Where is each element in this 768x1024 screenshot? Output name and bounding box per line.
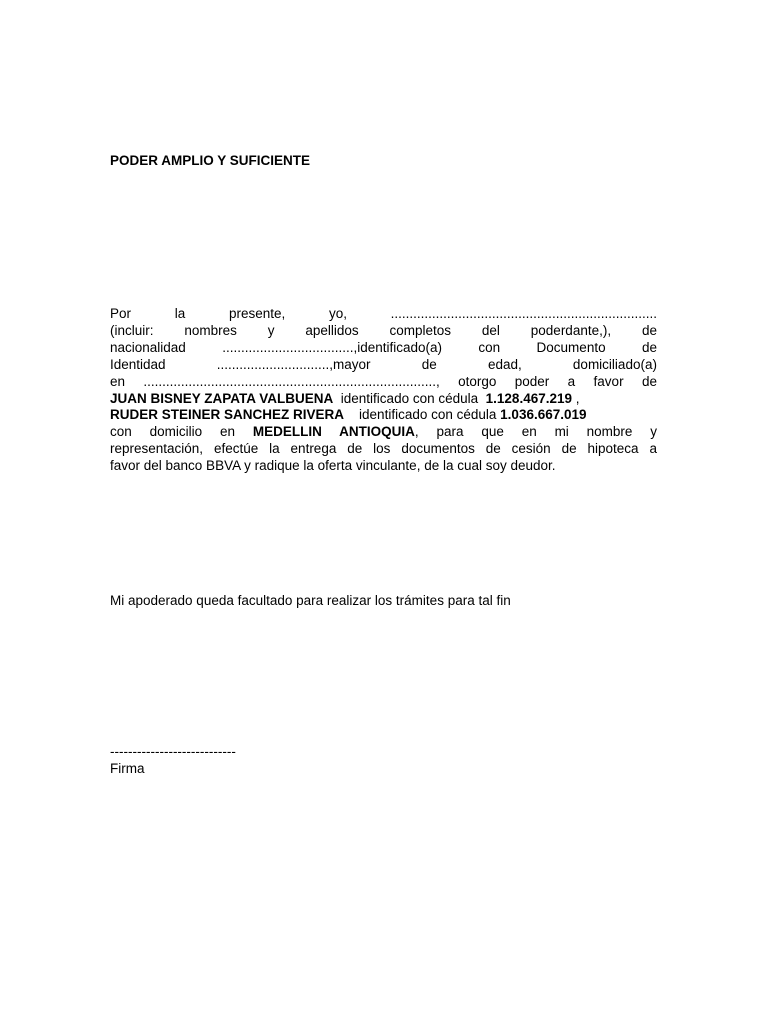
body-line-4 bbox=[110, 357, 657, 374]
word: de bbox=[641, 339, 657, 355]
body-line-2 bbox=[110, 323, 657, 340]
closing-statement: Mi apoderado queda facultado para realizar los trámites para tal fin bbox=[110, 593, 511, 608]
word: y bbox=[650, 424, 657, 440]
word: representación, bbox=[110, 441, 204, 457]
word: domiciliado(a) bbox=[572, 356, 657, 372]
body-line-9 bbox=[110, 441, 657, 458]
word: en bbox=[219, 424, 235, 440]
signature-line: ---------------------------- bbox=[110, 744, 236, 759]
word: presente, bbox=[228, 306, 286, 321]
body-line-8 bbox=[110, 424, 657, 441]
word: de bbox=[485, 441, 501, 457]
word: efectúe bbox=[213, 441, 259, 457]
word: con bbox=[110, 424, 132, 440]
body-line-1 bbox=[110, 306, 657, 323]
id-label: identificado con cédula bbox=[340, 390, 479, 406]
document-body-paragraph bbox=[110, 306, 657, 475]
word: Documento bbox=[536, 339, 606, 355]
word: de bbox=[641, 322, 657, 338]
attorney-name-1: JUAN BISNEY ZAPATA VALBUENA bbox=[110, 390, 334, 406]
word: para bbox=[436, 424, 464, 440]
attorney-id-2: 1.036.667.019 bbox=[500, 407, 587, 423]
word: nombre bbox=[586, 424, 633, 440]
word: los bbox=[373, 441, 391, 457]
word: de bbox=[421, 356, 437, 372]
word: y bbox=[267, 322, 275, 338]
word: , bbox=[414, 424, 419, 440]
signature-label: Firma bbox=[110, 761, 145, 776]
word: Identidad bbox=[110, 356, 166, 372]
word: de bbox=[347, 441, 363, 457]
word: en bbox=[521, 424, 537, 440]
attorney-city: MEDELLIN ANTIOQUIA bbox=[252, 424, 415, 440]
body-line-3 bbox=[110, 340, 657, 357]
word: del bbox=[481, 322, 500, 338]
body-line-6 bbox=[110, 391, 657, 408]
word: yo, bbox=[328, 306, 347, 321]
word: entrega bbox=[290, 441, 337, 457]
body-line-5 bbox=[110, 374, 657, 391]
blank-fill-dots: ...................................,identificado(a) bbox=[222, 339, 443, 355]
word: nacionalidad bbox=[110, 339, 186, 355]
word: a bbox=[649, 441, 657, 457]
word: poderdante,), bbox=[530, 322, 612, 338]
word: documentos bbox=[401, 441, 475, 457]
word: (incluir: nombres bbox=[110, 322, 237, 338]
word: , bbox=[575, 390, 580, 406]
word: a bbox=[567, 373, 576, 389]
attorney-name-2: RUDER STEINER SANCHEZ RIVERA bbox=[110, 407, 345, 423]
body-line-7 bbox=[110, 407, 657, 424]
word: hipoteca bbox=[587, 441, 639, 457]
word: favor bbox=[593, 373, 624, 389]
word: Por bbox=[110, 306, 132, 321]
word: completos bbox=[389, 322, 452, 338]
word: domicilio bbox=[149, 424, 203, 440]
blank-fill-dots: ..............................,mayor bbox=[216, 356, 371, 372]
attorney-id-1: 1.128.467.219 bbox=[485, 390, 572, 406]
word: de bbox=[641, 373, 657, 389]
word: la bbox=[269, 441, 280, 457]
id-label: identificado con cédula bbox=[359, 407, 497, 423]
word: que bbox=[481, 424, 504, 440]
blank-fill-dots: ....................................................................... bbox=[390, 306, 657, 321]
word: edad, bbox=[487, 356, 522, 372]
word: con bbox=[478, 339, 501, 355]
blank-fill-dots: .............................................................................., bbox=[143, 373, 440, 389]
word: otorgo bbox=[458, 373, 497, 389]
word: apellidos bbox=[305, 322, 359, 338]
word: mi bbox=[554, 424, 569, 440]
word: en bbox=[110, 373, 126, 389]
document-title: PODER AMPLIO Y SUFICIENTE bbox=[110, 153, 311, 168]
word: poder bbox=[514, 373, 550, 389]
body-line-10: favor del banco BBVA y radique la oferta vinculante, de la cual soy deudor. bbox=[110, 458, 556, 474]
word: la bbox=[174, 306, 186, 321]
word: de bbox=[561, 441, 577, 457]
word: cesión bbox=[511, 441, 551, 457]
